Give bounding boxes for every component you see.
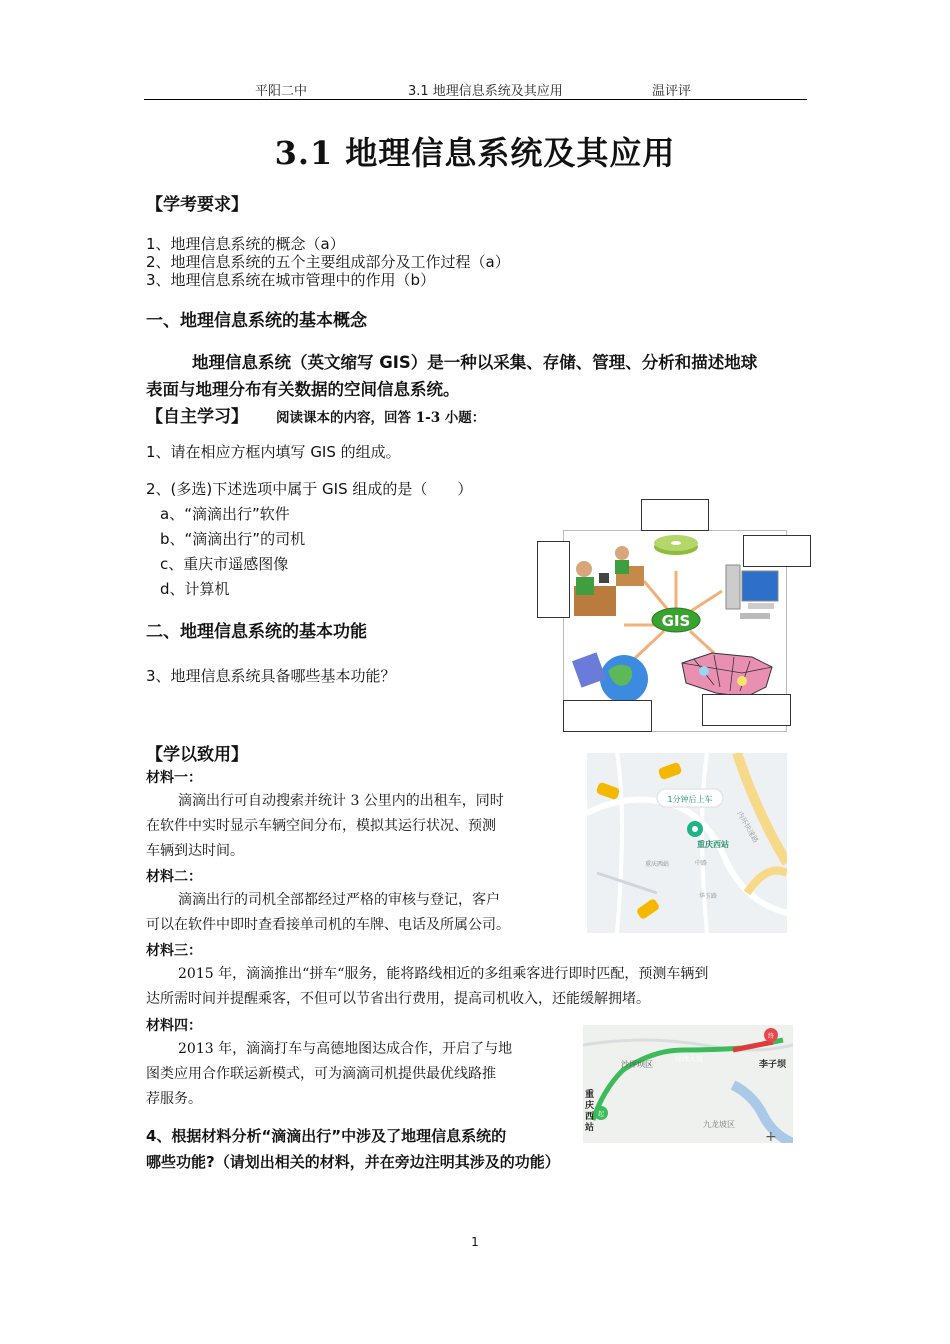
map-illustration (682, 653, 772, 697)
material-2-line-1: 滴滴出行的司机全部都经过严格的审核与登记，客户 (178, 892, 500, 908)
answer-box-top[interactable] (641, 499, 709, 531)
requirement-item-1: 1、地理信息系统的概念（a） (146, 235, 345, 253)
question-4-line-2: 哪些功能?（请划出相关的材料，并在旁边注明其涉及的功能） (146, 1153, 560, 1171)
answer-box-bottom-left[interactable] (563, 700, 652, 732)
route-map (583, 1025, 793, 1143)
answer-box-right[interactable] (743, 535, 811, 567)
road-label: 经纬大道 (675, 1055, 703, 1063)
material-1-line-1: 滴滴出行可自动搜索并统计 3 公里内的出租车，同时 (178, 793, 504, 809)
material-1-line-3: 车辆到达时间。 (146, 843, 244, 859)
definition-line-1: 地理信息系统（英文缩写 GIS）是一种以采集、存储、管理、分析和描述地球 (192, 353, 758, 372)
start-marker: 起 (597, 1111, 605, 1118)
question-4-line-1: 4、根据材料分析“滴滴出行”中涉及了地理信息系统的 (146, 1127, 507, 1145)
ring-road-label: 内环快速路 (735, 810, 760, 845)
option-b: b、“滴滴出行”的司机 (160, 530, 306, 548)
definition-line-2: 表面与地理分布有关数据的空间信息系统。 (146, 380, 460, 399)
origin-char-3: 西 (585, 1112, 595, 1122)
material-3-line-2: 达所需时间并提醒乘客，不但可以节省出行费用，提高司机收入，还能缓解拥堵。 (146, 991, 650, 1007)
self-study-label: 【自主学习】 (146, 407, 248, 427)
station-label: 重庆西站 (697, 840, 729, 849)
requirements-heading: 【学考要求】 (146, 195, 248, 215)
taxi-map-art (587, 753, 787, 933)
district-label-1: 沙坪坝区 (621, 1060, 653, 1069)
material-4-line-2: 图类应用合作联运新模式，可为滴滴司机提供最优线路推 (146, 1066, 496, 1082)
question-2: 2、(多选)下述选项中属于 GIS 组成的是（ ） (146, 480, 473, 498)
option-c: c、重庆市遥感图像 (160, 555, 289, 573)
page-title: 3.1 地理信息系统及其应用 (274, 134, 676, 172)
option-a: a、“滴滴出行”软件 (160, 505, 290, 523)
section2-heading: 二、地理信息系统的基本功能 (146, 622, 367, 642)
end-marker: 终 (767, 1033, 775, 1040)
material-1-label: 材料一： (146, 770, 202, 786)
district-label-2: 九龙坡区 (703, 1120, 735, 1129)
material-3-label: 材料三： (146, 943, 202, 959)
material-2-line-2: 可以在软件中即时查看接单司机的车牌、电话及所属公司。 (146, 917, 510, 933)
material-4-line-3: 荐服务。 (146, 1091, 202, 1107)
header-chapter: 3.1 地理信息系统及其应用 (408, 84, 563, 99)
station-small-label: 重庆西站 (645, 861, 670, 868)
taxi-map (587, 753, 787, 933)
option-d: d、计算机 (160, 580, 230, 598)
material-3-line-1: 2015 年，滴滴推出“拼车“服务，能将路线相近的多组乘客进行即时匹配，预测车辆到 (178, 966, 709, 982)
gis-center-label: GIS (661, 612, 691, 630)
origin-char-2: 庆 (585, 1101, 595, 1111)
header-school: 平阳二中 (255, 84, 308, 99)
answer-box-left[interactable] (537, 541, 570, 618)
origin-char-4: 站 (585, 1123, 595, 1133)
route-map-art (583, 1025, 793, 1143)
globe-illustration (572, 652, 648, 703)
requirement-item-2: 2、地理信息系统的五个主要组成部分及工作过程（a） (146, 253, 510, 271)
material-4-line-1: 2013 年，滴滴打车与高德地图达成合作，开启了与地 (178, 1041, 513, 1057)
question-3: 3、地理信息系统具备哪些基本功能？ (146, 667, 396, 685)
answer-box-bottom-right[interactable] (702, 694, 791, 726)
question-1: 1、请在相应方框内填写 GIS 的组成。 (146, 443, 401, 461)
requirement-item-3: 3、地理信息系统在城市管理中的作用（b） (146, 271, 436, 289)
application-heading: 【学以致用】 (146, 745, 248, 765)
pickup-label: 1分钟后上车 (667, 795, 713, 804)
section1-heading: 一、地理信息系统的基本概念 (146, 311, 367, 331)
header-author: 温评评 (652, 84, 692, 99)
road-label-2: 华玉路 (699, 893, 718, 900)
operator-illustration (574, 546, 644, 616)
material-4-label: 材料四： (146, 1018, 202, 1034)
destination-label: 李子坝 (759, 1060, 787, 1070)
zoom-in-icon: + (765, 1129, 777, 1143)
self-study-text: 阅读课本的内容，回答 1-3 小题： (276, 410, 486, 426)
data-discs-illustration (654, 535, 698, 555)
road-label-3: 中路 (695, 860, 708, 867)
origin-char-1: 重 (585, 1090, 595, 1100)
header-rule (144, 99, 807, 100)
material-2-label: 材料二： (146, 869, 202, 885)
material-1-line-2: 在软件中实时显示车辆空间分布，模拟其运行状况、预测 (146, 818, 496, 834)
page-number: 1 (471, 1235, 479, 1249)
computer-illustration (726, 565, 778, 619)
